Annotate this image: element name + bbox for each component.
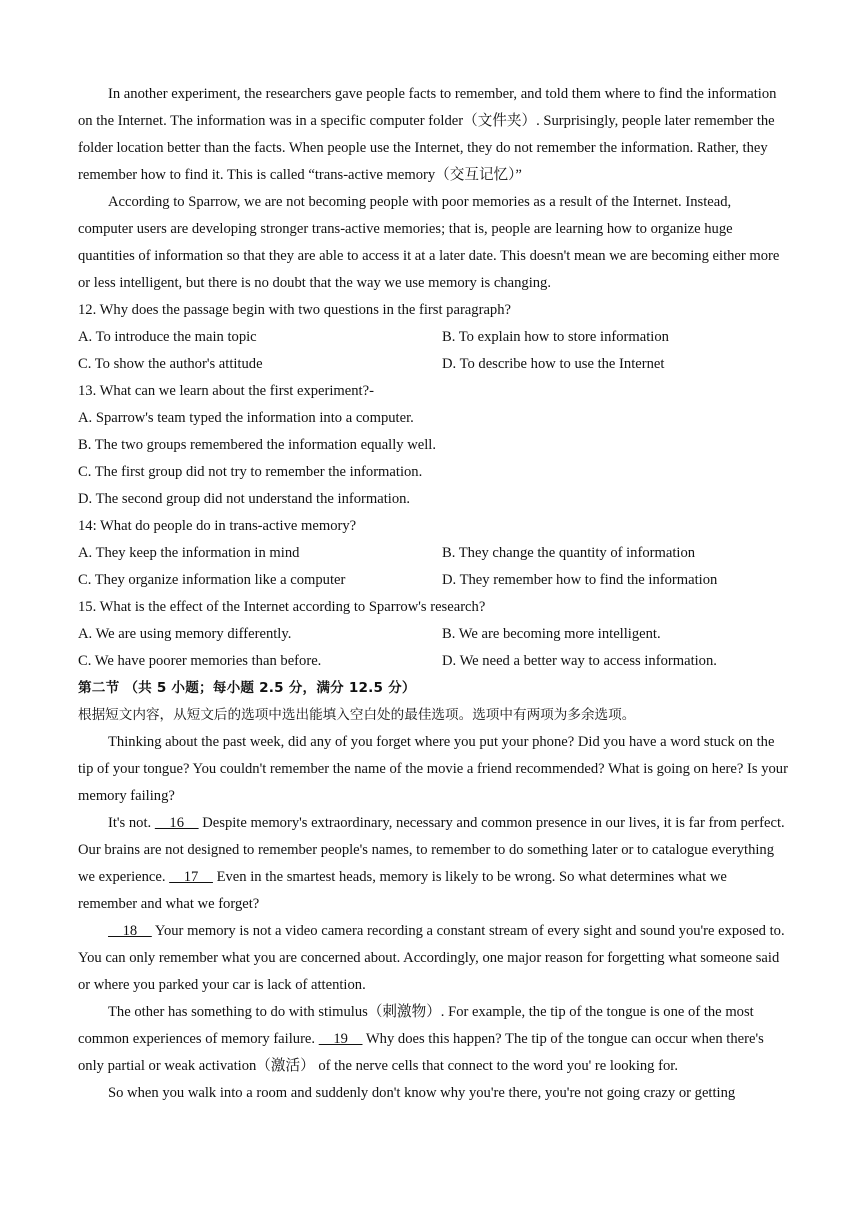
option-d: D. To describe how to use the Internet	[442, 356, 665, 372]
section-instructions: 根据短文内容，从短文后的选项中选出能填入空白处的最佳选项。选项中有两项为多余选项。	[78, 707, 636, 723]
option-b: B. The two groups remembered the information equally well.	[78, 437, 436, 453]
option-c: C. We have poorer memories than before.	[78, 653, 322, 669]
question-13	[78, 378, 788, 513]
paragraph-intro: Thinking about the past week, did any of you forget where you put your phone? Did you have a word stuck on the tip of your tongue? You couldn't remember the name of the movie a friend recommended? What is going on here? Is your memory failing?	[78, 734, 788, 804]
option-d: D. They remember how to find the information	[442, 572, 718, 588]
question-15	[78, 594, 788, 675]
blank-18: 18	[108, 923, 152, 939]
paragraph-sparrow: According to Sparrow, we are not becoming people with poor memories as a result of the Internet. Instead, computer users are developing stronger trans-active memories; that is, people are learning how to organize huge quantities of information so that they are able to access it at a later date. This doesn't mean we are becoming either more or less intelligent, but there is no doubt that the way we use memory is changing.	[78, 194, 780, 291]
question-stem: 12. Why does the passage begin with two questions in the first paragraph?	[78, 302, 511, 318]
blank-17: 17	[169, 869, 213, 885]
options-grid	[78, 621, 788, 675]
text-segment: Despite memory's extraordinary, necessary and common presence in our lives, it is far from perfect. Our brains are not designed to remember people's names, to remember to do something later or to catalogue everything we experience.	[78, 815, 785, 885]
text-segment: It's not.	[108, 815, 155, 831]
blank-19: 19	[318, 1031, 363, 1047]
option-b: B. We are becoming more intelligent.	[442, 626, 661, 642]
option-a: A. They keep the information in mind	[78, 545, 300, 561]
question-12	[78, 297, 788, 378]
paragraph-blank-19	[78, 999, 788, 1080]
option-c: C. To show the author's attitude	[78, 356, 263, 372]
content-column	[78, 81, 788, 1107]
question-stem: 14: What do people do in trans-active memory?	[78, 518, 357, 534]
option-b: B. To explain how to store information	[442, 329, 669, 345]
option-c: C. They organize information like a computer	[78, 572, 346, 588]
section-heading: 第二节 （共 5 小题；每小题 2.5 分，满分 12.5 分）	[78, 680, 416, 696]
blank-16: 16	[154, 815, 199, 831]
paragraph-blank-18	[78, 918, 788, 999]
question-stem: 15. What is the effect of the Internet according to Sparrow's research?	[78, 599, 486, 615]
question-stem: 13. What can we learn about the first experiment?-	[78, 383, 374, 399]
option-d: D. The second group did not understand the information.	[78, 491, 411, 507]
option-b: B. They change the quantity of information	[442, 545, 696, 561]
option-a: A. To introduce the main topic	[78, 329, 257, 345]
option-d: D. We need a better way to access information.	[442, 653, 717, 669]
text-segment: Why does this happen? The tip of the tongue can occur when there's only partial or weak activation（激活） of the nerve cells that connect to the word you' re looking for.	[78, 1031, 764, 1074]
options-grid	[78, 540, 788, 594]
paragraph-experiment: In another experiment, the researchers gave people facts to remember, and told them where to find the information on the Internet. The information was in a specific computer folder（文件夹）. Surprisingly, people later remember the folder location better than the facts. When people use the Internet, they do not remember the information. Rather, they remember how to find it. This is called “trans-active memory（交互记忆）”	[78, 86, 777, 183]
text-segment: Even in the smartest heads, memory is likely to be wrong. So what determines what we remember and what we forget?	[78, 869, 727, 912]
option-a: A. Sparrow's team typed the information into a computer.	[78, 410, 414, 426]
option-c: C. The first group did not try to remember the information.	[78, 464, 423, 480]
paragraph-blanks-16-17	[78, 810, 788, 918]
paragraph-closing: So when you walk into a room and suddenly don't know why you're there, you're not going crazy or getting	[108, 1085, 736, 1101]
text-segment: Your memory is not a video camera recording a constant stream of every sight and sound you're exposed to. You can only remember what you are concerned about. Accordingly, one major reason for forgetting what someone said or where you parked your car is lack of attention.	[78, 923, 785, 993]
text-segment: The other has something to do with stimulus（刺激物）. For example, the tip of the tongue is one of the most common experiences of memory failure.	[78, 1004, 754, 1047]
question-14	[78, 513, 788, 594]
options-grid	[78, 324, 788, 378]
option-a: A. We are using memory differently.	[78, 626, 292, 642]
